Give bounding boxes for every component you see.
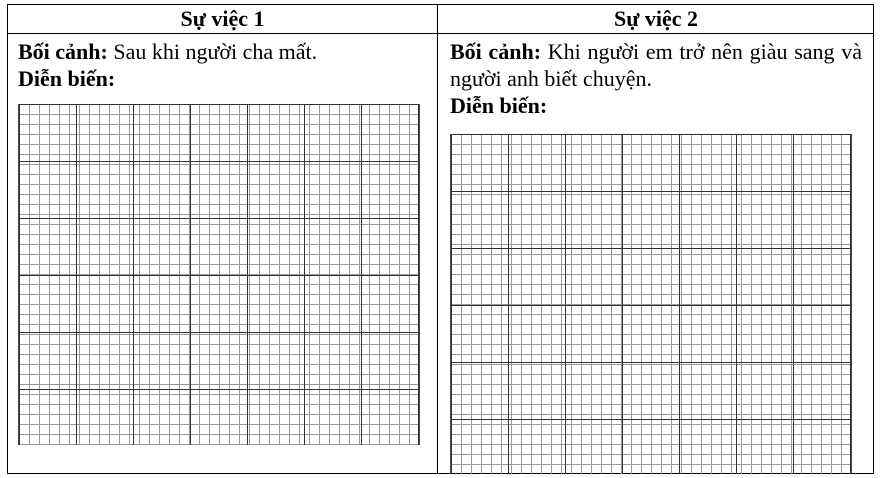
event-1-context-text: Sau khi người cha mất. — [107, 39, 318, 64]
column-header-event-1: Sự việc 1 — [180, 6, 265, 31]
event-2-context-label: Bối cảnh: — [450, 39, 542, 64]
event-1-cell — [18, 38, 428, 92]
writing-grid-event-2[interactable] — [450, 134, 852, 474]
event-2-cell — [450, 38, 862, 119]
column-header-event-2: Sự việc 2 — [613, 6, 699, 31]
event-2-context-text: Khi người em trở nên giàu sang và người anh biết chuyện. — [450, 39, 862, 91]
column-divider — [437, 4, 438, 474]
event-2-context — [450, 38, 862, 92]
event-2-events — [450, 92, 862, 119]
event-1-context — [18, 38, 428, 65]
event-1-events-label: Diễn biến: — [18, 66, 116, 91]
writing-grid-event-1[interactable] — [18, 104, 420, 445]
event-2-events-label: Diễn biến: — [450, 93, 548, 118]
event-1-events — [18, 65, 428, 92]
event-1-context-label: Bối cảnh: — [18, 39, 108, 64]
